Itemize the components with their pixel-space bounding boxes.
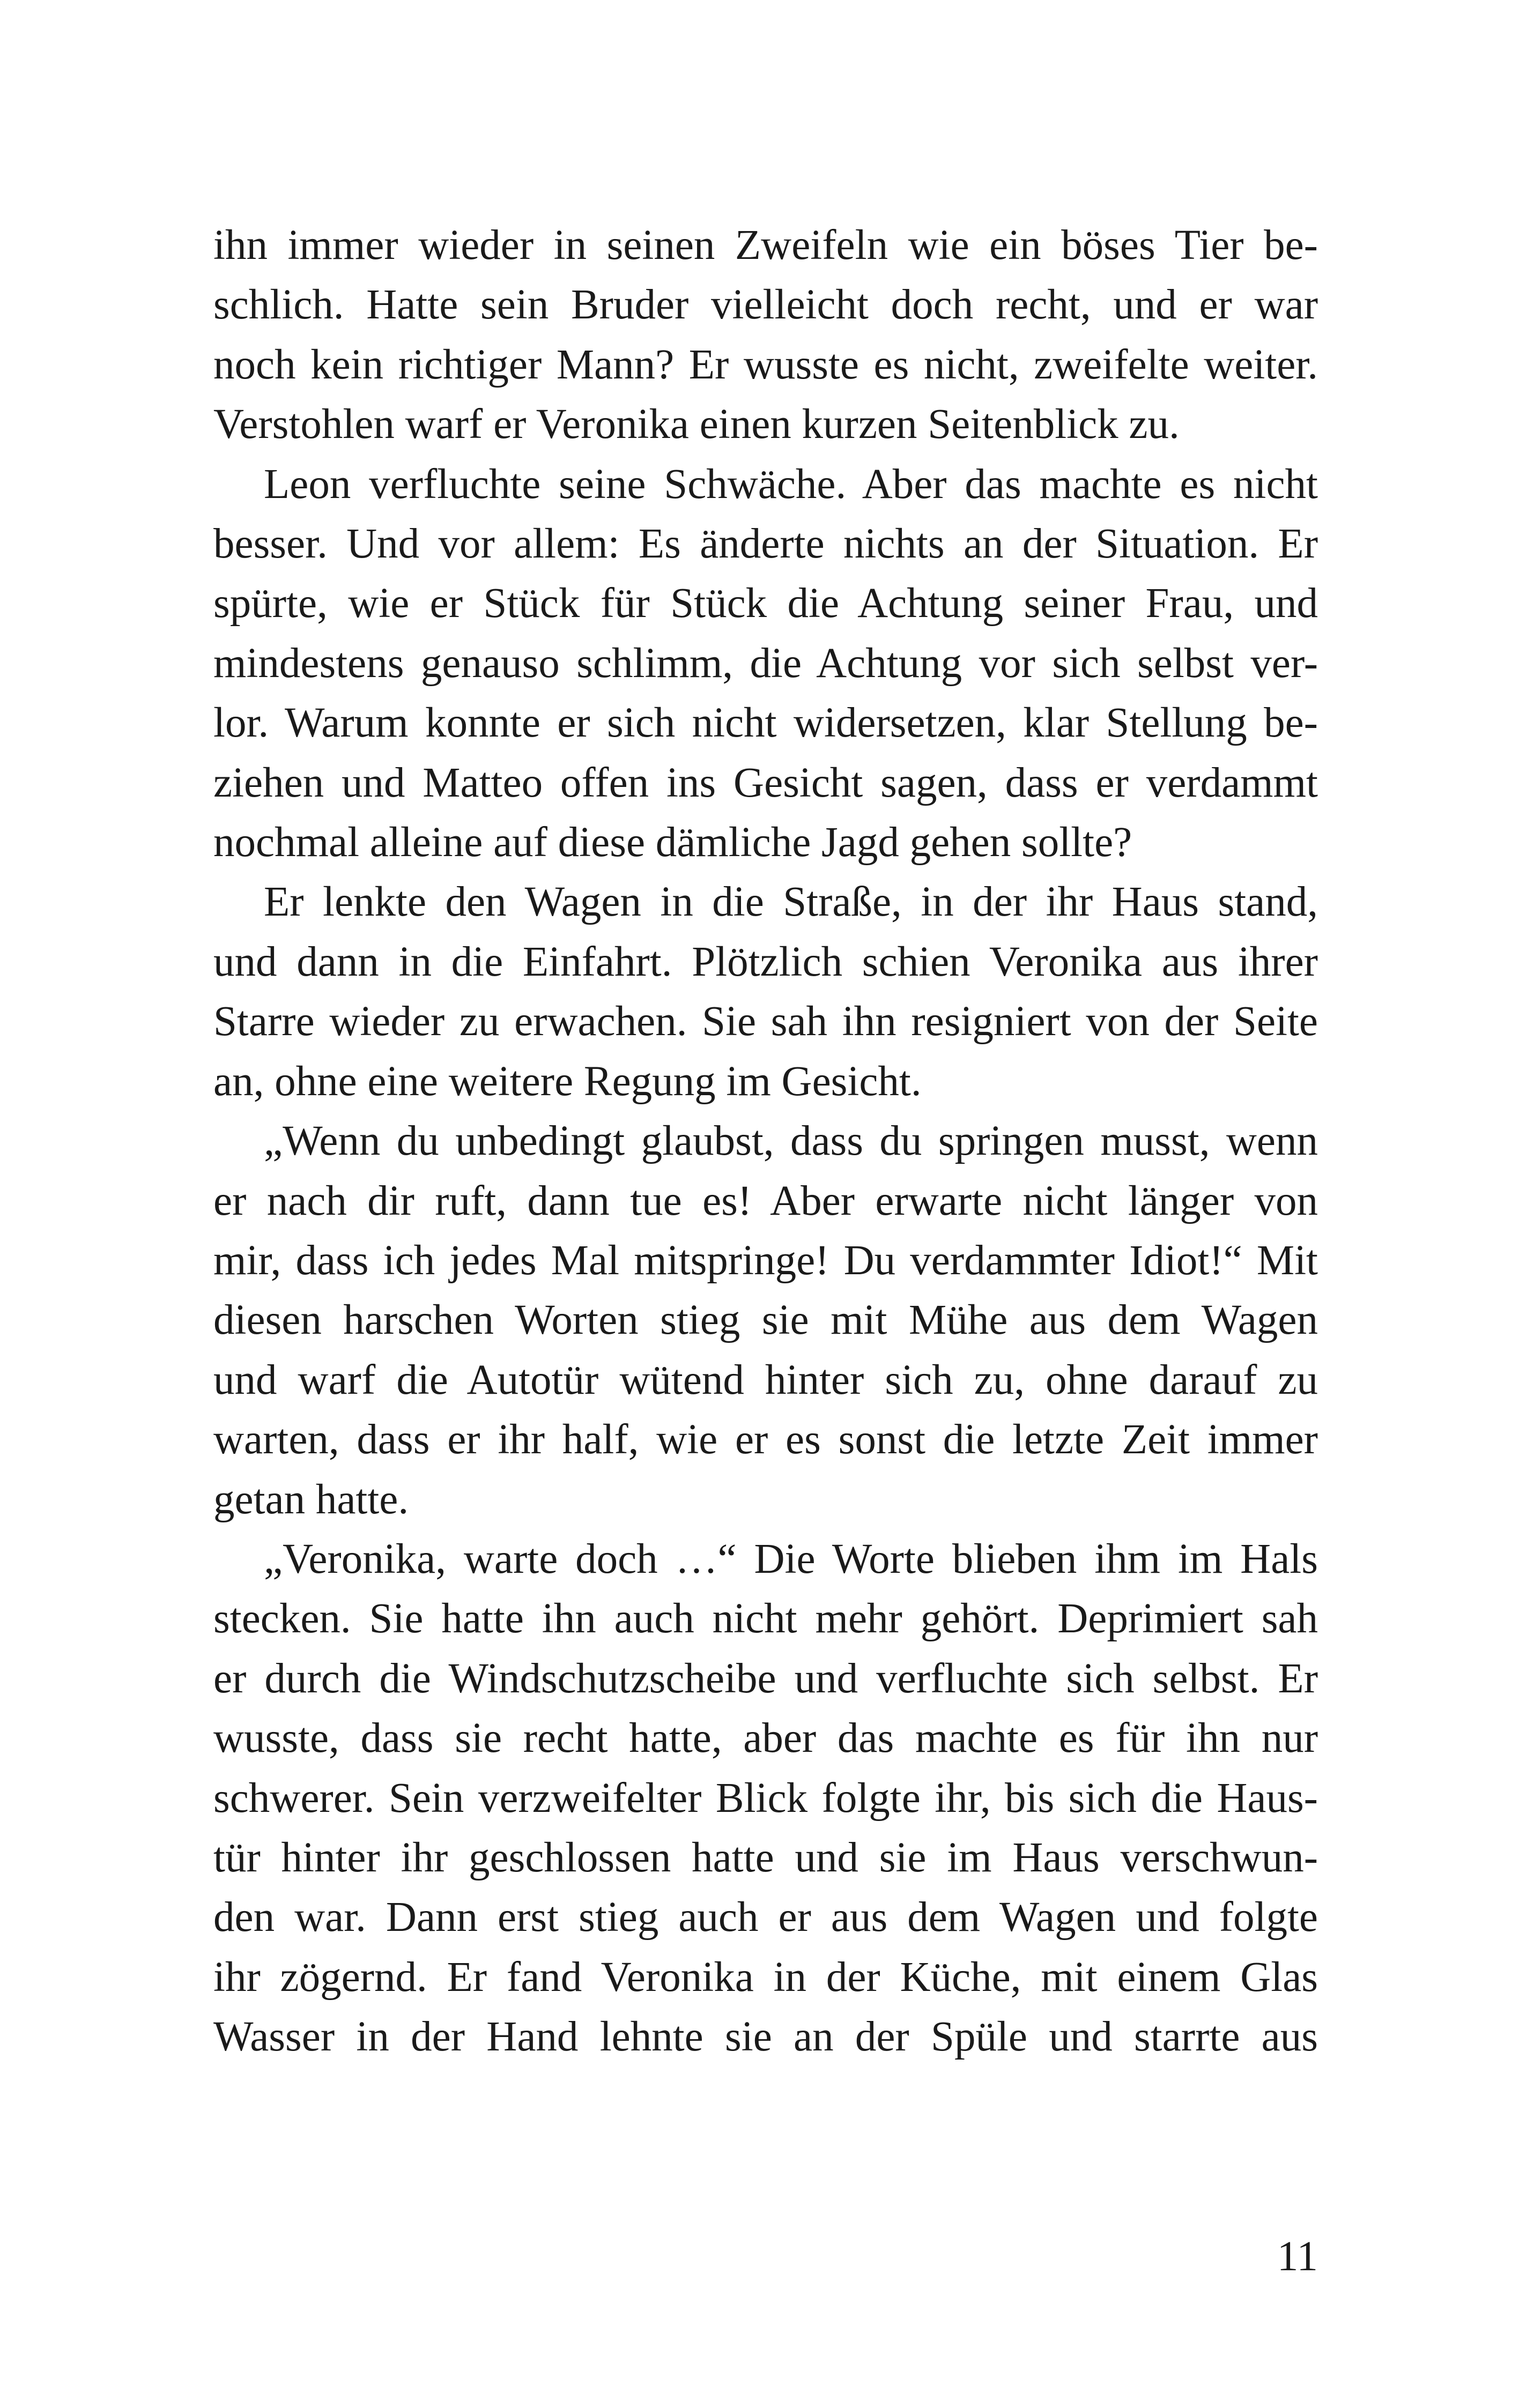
text-line: getan hatte. xyxy=(213,1476,409,1523)
text-line: Er lenkte den Wagen in die Straße, in der ihr Haus stand, xyxy=(264,879,1318,926)
text-line: nochmal alleine auf diese dämliche Jagd gehen sollte? xyxy=(213,819,1132,866)
text-line: noch kein richtiger Mann? Er wusste es nicht, zweifelte weiter. xyxy=(213,341,1318,388)
text-line: mindestens genauso schlimm, die Achtung vor sich selbst ver- xyxy=(213,640,1318,687)
text-line: ziehen und Matteo offen ins Gesicht sagen, dass er verdammt xyxy=(213,759,1318,806)
text-line: „Wenn du unbedingt glaubst, dass du springen musst, wenn xyxy=(264,1118,1318,1165)
text-line: diesen harschen Worten stieg sie mit Mühe aus dem Wagen xyxy=(213,1297,1318,1344)
text-line: mir, dass ich jedes Mal mitspringe! Du verdammter Idiot!“ Mit xyxy=(213,1237,1318,1284)
text-line: und warf die Autotür wütend hinter sich zu, ohne darauf zu xyxy=(213,1356,1318,1403)
text-line: und dann in die Einfahrt. Plötzlich schien Veronika aus ihrer xyxy=(213,938,1318,985)
text-line: Verstohlen warf er Veronika einen kurzen Seitenblick zu. xyxy=(213,401,1180,448)
text-line: tür hinter ihr geschlossen hatte und sie im Haus verschwun- xyxy=(213,1834,1318,1881)
text-line: ihn immer wieder in seinen Zweifeln wie ein böses Tier be- xyxy=(213,222,1318,269)
text-line: wusste, dass sie recht hatte, aber das machte es für ihn nur xyxy=(213,1715,1318,1762)
text-line: Starre wieder zu erwachen. Sie sah ihn resigniert von der Seite xyxy=(213,998,1318,1045)
text-line: den war. Dann erst stieg auch er aus dem Wagen und folgte xyxy=(213,1894,1318,1941)
text-line: ihr zögernd. Er fand Veronika in der Küche, mit einem Glas xyxy=(213,1953,1318,2001)
text-line: Leon verfluchte seine Schwäche. Aber das machte es nicht xyxy=(264,460,1318,508)
text-line: warten, dass er ihr half, wie er es sonst die letzte Zeit immer xyxy=(213,1416,1318,1463)
text-line: schlich. Hatte sein Bruder vielleicht doch recht, und er war xyxy=(213,281,1318,329)
text-line: besser. Und vor allem: Es änderte nichts an der Situation. Er xyxy=(213,521,1318,568)
page-number: 11 xyxy=(1277,2233,1318,2280)
text-line: schwerer. Sein verzweifelter Blick folgte ihr, bis sich die Haus- xyxy=(213,1774,1318,1822)
text-line: „Veronika, warte doch …“ Die Worte blieben ihm im Hals xyxy=(264,1535,1318,1582)
text-line: er nach dir ruft, dann tue es! Aber erwarte nicht länger von xyxy=(213,1177,1318,1224)
body-text xyxy=(213,215,1318,2067)
text-line: an, ohne eine weitere Regung im Gesicht. xyxy=(213,1058,922,1105)
text-line: lor. Warum konnte er sich nicht widersetzen, klar Stellung be- xyxy=(213,700,1318,747)
text-line: spürte, wie er Stück für Stück die Achtung seiner Frau, und xyxy=(213,580,1318,627)
text-line: stecken. Sie hatte ihn auch nicht mehr gehört. Deprimiert sah xyxy=(213,1595,1318,1643)
text-line: er durch die Windschutzscheibe und verfluchte sich selbst. Er xyxy=(213,1655,1318,1702)
text-line: Wasser in der Hand lehnte sie an der Spüle und starrte aus xyxy=(213,2013,1318,2061)
